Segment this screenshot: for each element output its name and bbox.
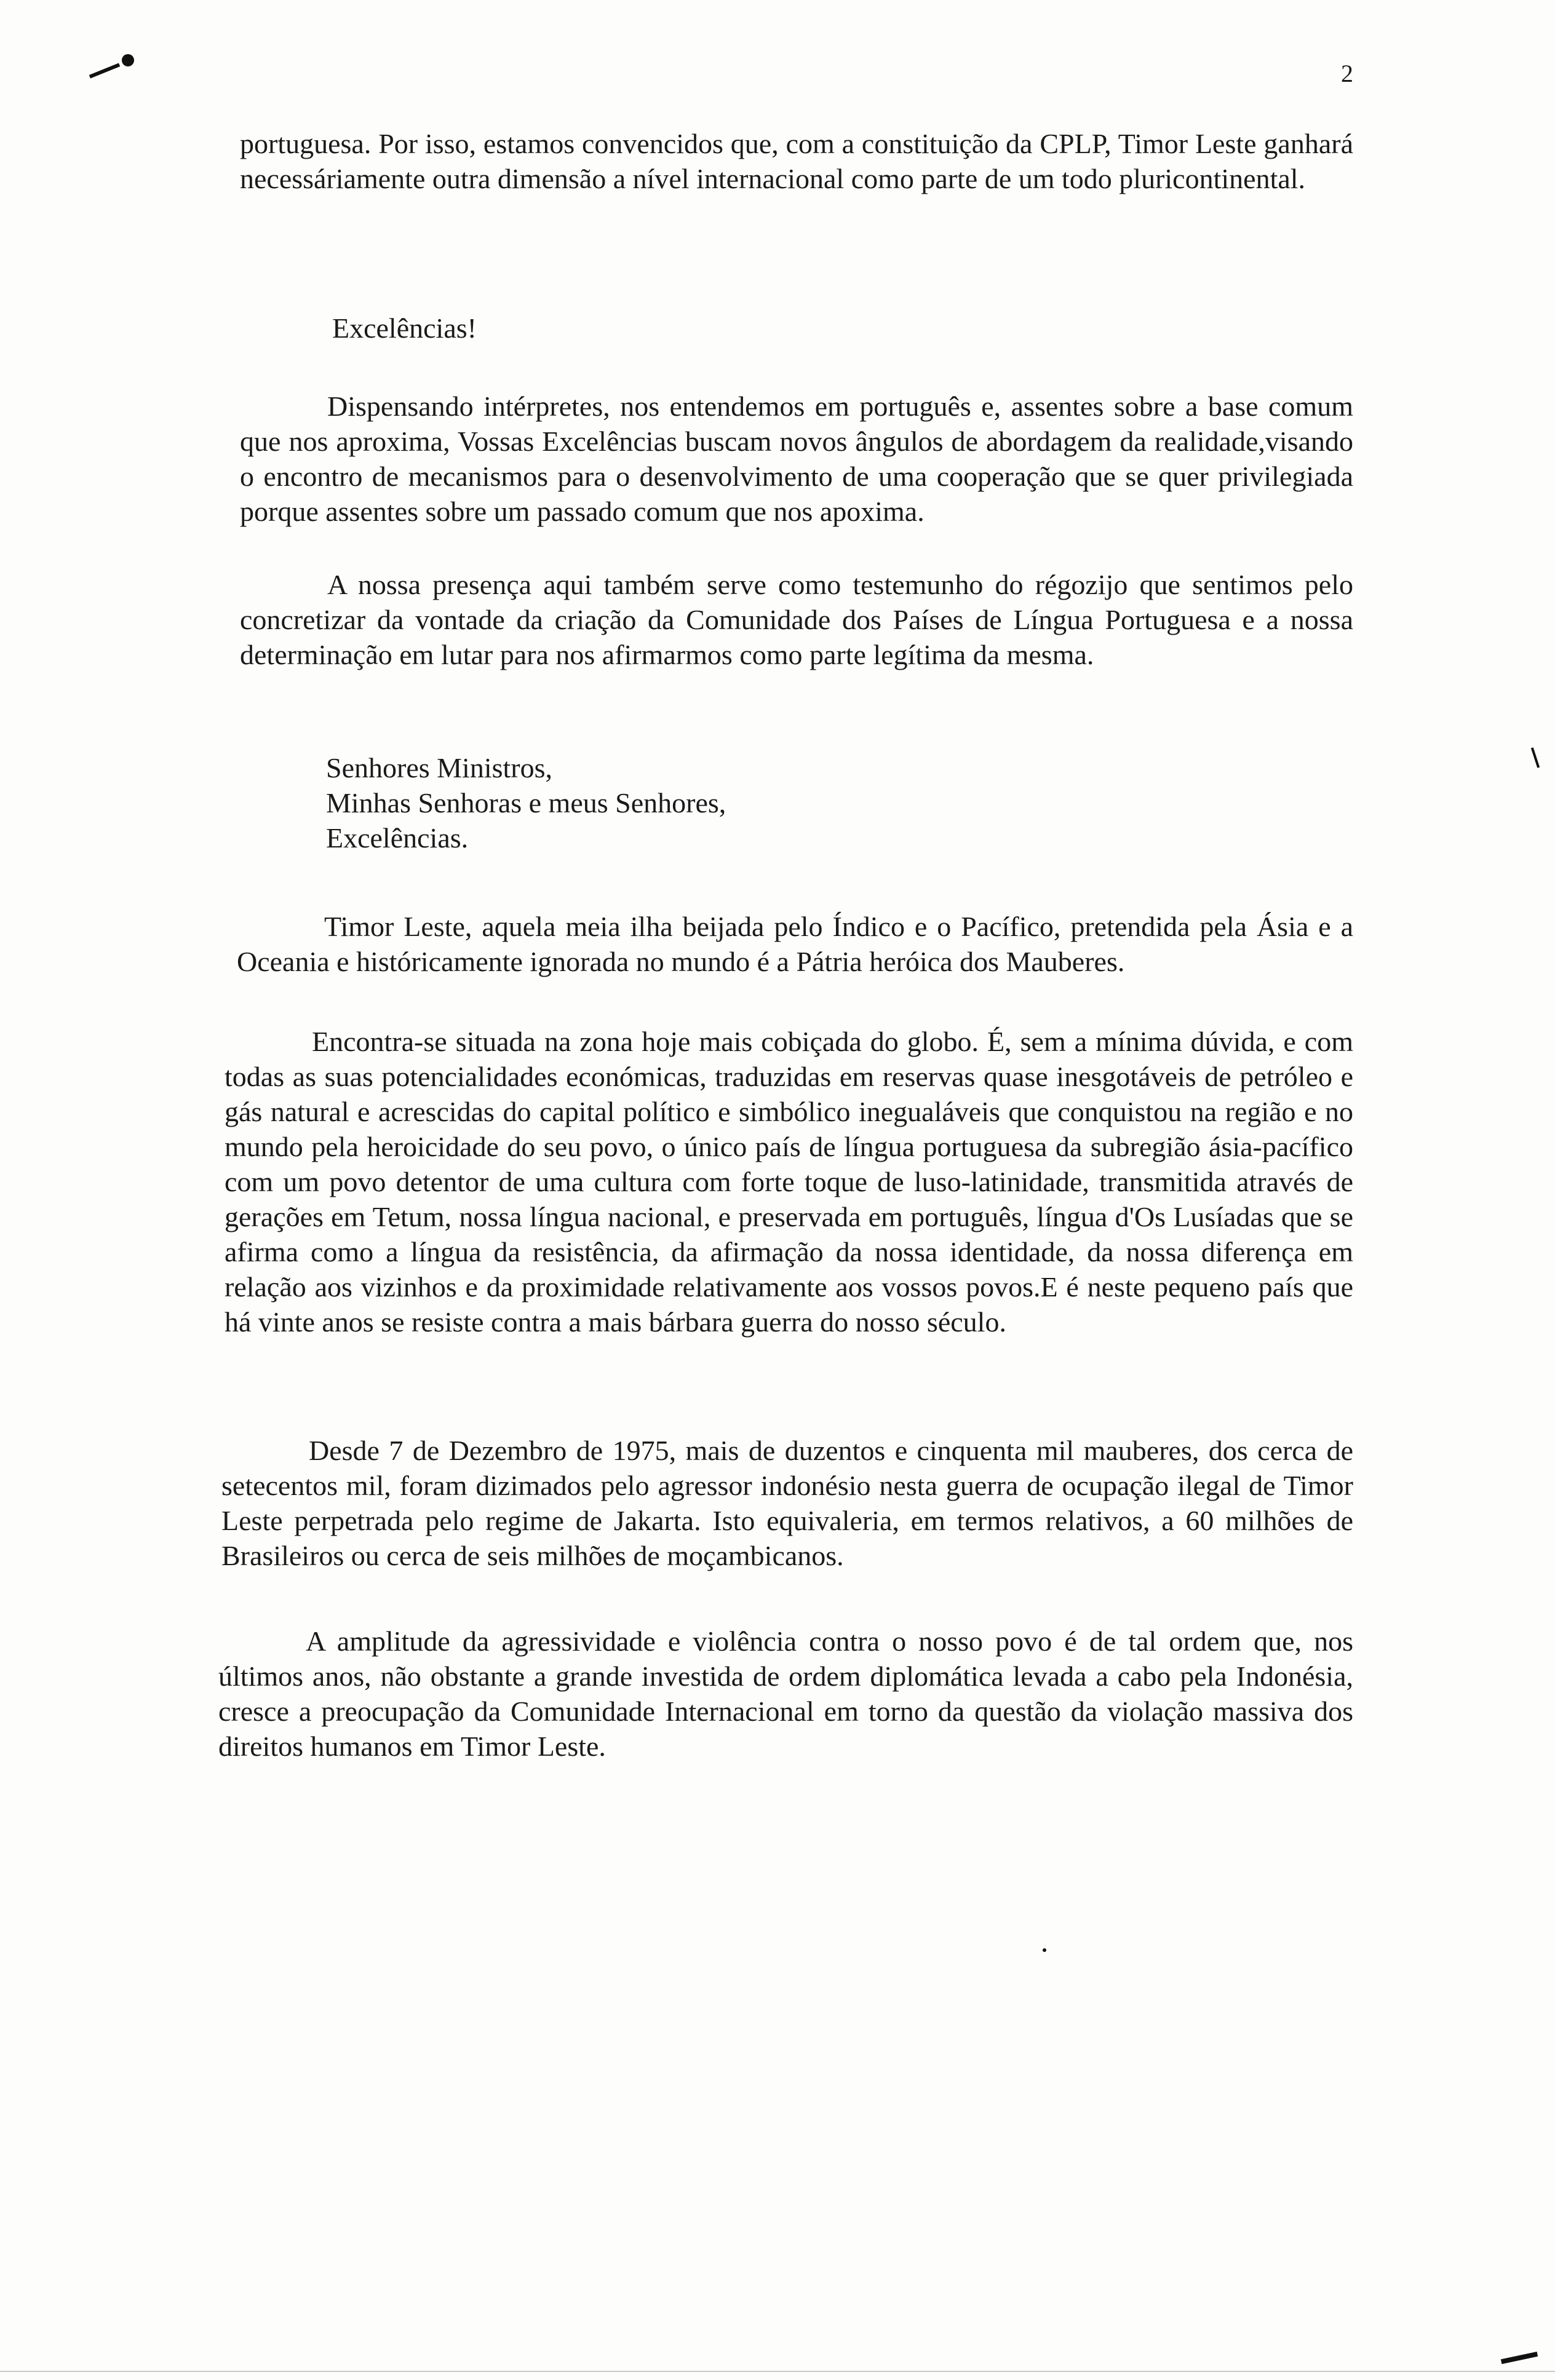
salutation-line-excelencias: Excelências. <box>326 822 469 854</box>
excelencias-heading: Excelências! <box>332 312 477 344</box>
paragraph-situada: Encontra-se situada na zona hoje mais cobiçada do globo. É, sem a mínima dúvida, e com todas as suas potencialidades económicas, traduzidas em reservas quase inesgotáveis de petróleo e gás natural e acrescidas do capital político e simbólico inegualáveis que conquistou na região e no mundo pela heroicidade do seu povo, o único país de língua portuguesa da subregião ásia-pacífico com um povo detentor de uma cultura com forte toque de luso-latinidade, transmitida através de gerações em Tetum, nossa língua nacional, e preservada em português, língua d'Os Lusíadas que se afirma como a língua da resistência, da afirmação da nossa identidade, da nossa diferença em relação aos vizinhos e da proximidade relativamente aos vossos povos.E é neste pequeno país que há vinte anos se resiste contra a mais bárbara guerra do nosso século. <box>225 1026 1353 1338</box>
corner-ink-mark <box>122 54 134 66</box>
salutation-line-senhoras: Minhas Senhoras e meus Senhores, <box>326 787 726 819</box>
corner-ink-stroke <box>89 63 120 78</box>
paragraph-amplitude: A amplitude da agressividade e violência contra o nosso povo é de tal ordem que, nos últimos anos, não obstante a grande investida de ordem diplomática levada a cabo pela Indonésia, cresce a preocupação da Comunidade Internacional em torno da questão da violação massiva dos direitos humanos em Timor Leste. <box>218 1625 1353 1762</box>
paragraph-timor-leste: Timor Leste, aquela meia ilha beijada pelo Índico e o Pacífico, pretendida pela Ásia e a Oceania e históricamente ignorada no mundo é a Pátria heróica dos Mauberes. <box>237 911 1353 977</box>
paragraph-presenca: A nossa presença aqui também serve como testemunho do régozijo que sentimos pelo concretizar da vontade da criação da Comunidade dos Países de Língua Portuguesa e a nossa determinação em lutar para nos afirmarmos como parte legítima da mesma. <box>240 569 1353 670</box>
paragraph-interpretes: Dispensando intérpretes, nos entendemos em português e, assentes sobre a base comum que nos aproxima, Vossas Excelências buscam novos ângulos de abordagem da realidade,visando o encontro de mecanismos para o desenvolvimento de uma cooperação que se quer privilegiada porque assentes sobre um passado comum que nos apoxima. <box>240 391 1353 527</box>
page-number: 2 <box>1341 60 1353 87</box>
salutation-block <box>326 750 726 855</box>
salutation-line-ministros: Senhores Ministros, <box>326 752 552 783</box>
paragraph-cplp-dimension: portuguesa. Por isso, estamos convencidos que, com a constituição da CPLP, Timor Leste ganhará necessáriamente outra dimensão a nível internacional como parte de um todo pluricontinental. <box>240 128 1353 194</box>
bottom-corner-mark <box>1501 2352 1538 2364</box>
paragraph-desde-1975: Desde 7 de Dezembro de 1975, mais de duzentos e cinquenta mil mauberes, dos cerca de setecentos mil, foram dizimados pelo agressor indonésio nesta guerra de ocupação ilegal de Timor Leste perpetrada pelo regime de Jakarta. Isto equivaleria, em termos relativos, a 60 milhões de Brasileiros ou cerca de seis milhões de moçambicanos. <box>221 1435 1353 1571</box>
margin-speck <box>1531 747 1540 768</box>
bottom-edge-line <box>0 2371 1555 2372</box>
scan-speck <box>1043 1948 1046 1952</box>
